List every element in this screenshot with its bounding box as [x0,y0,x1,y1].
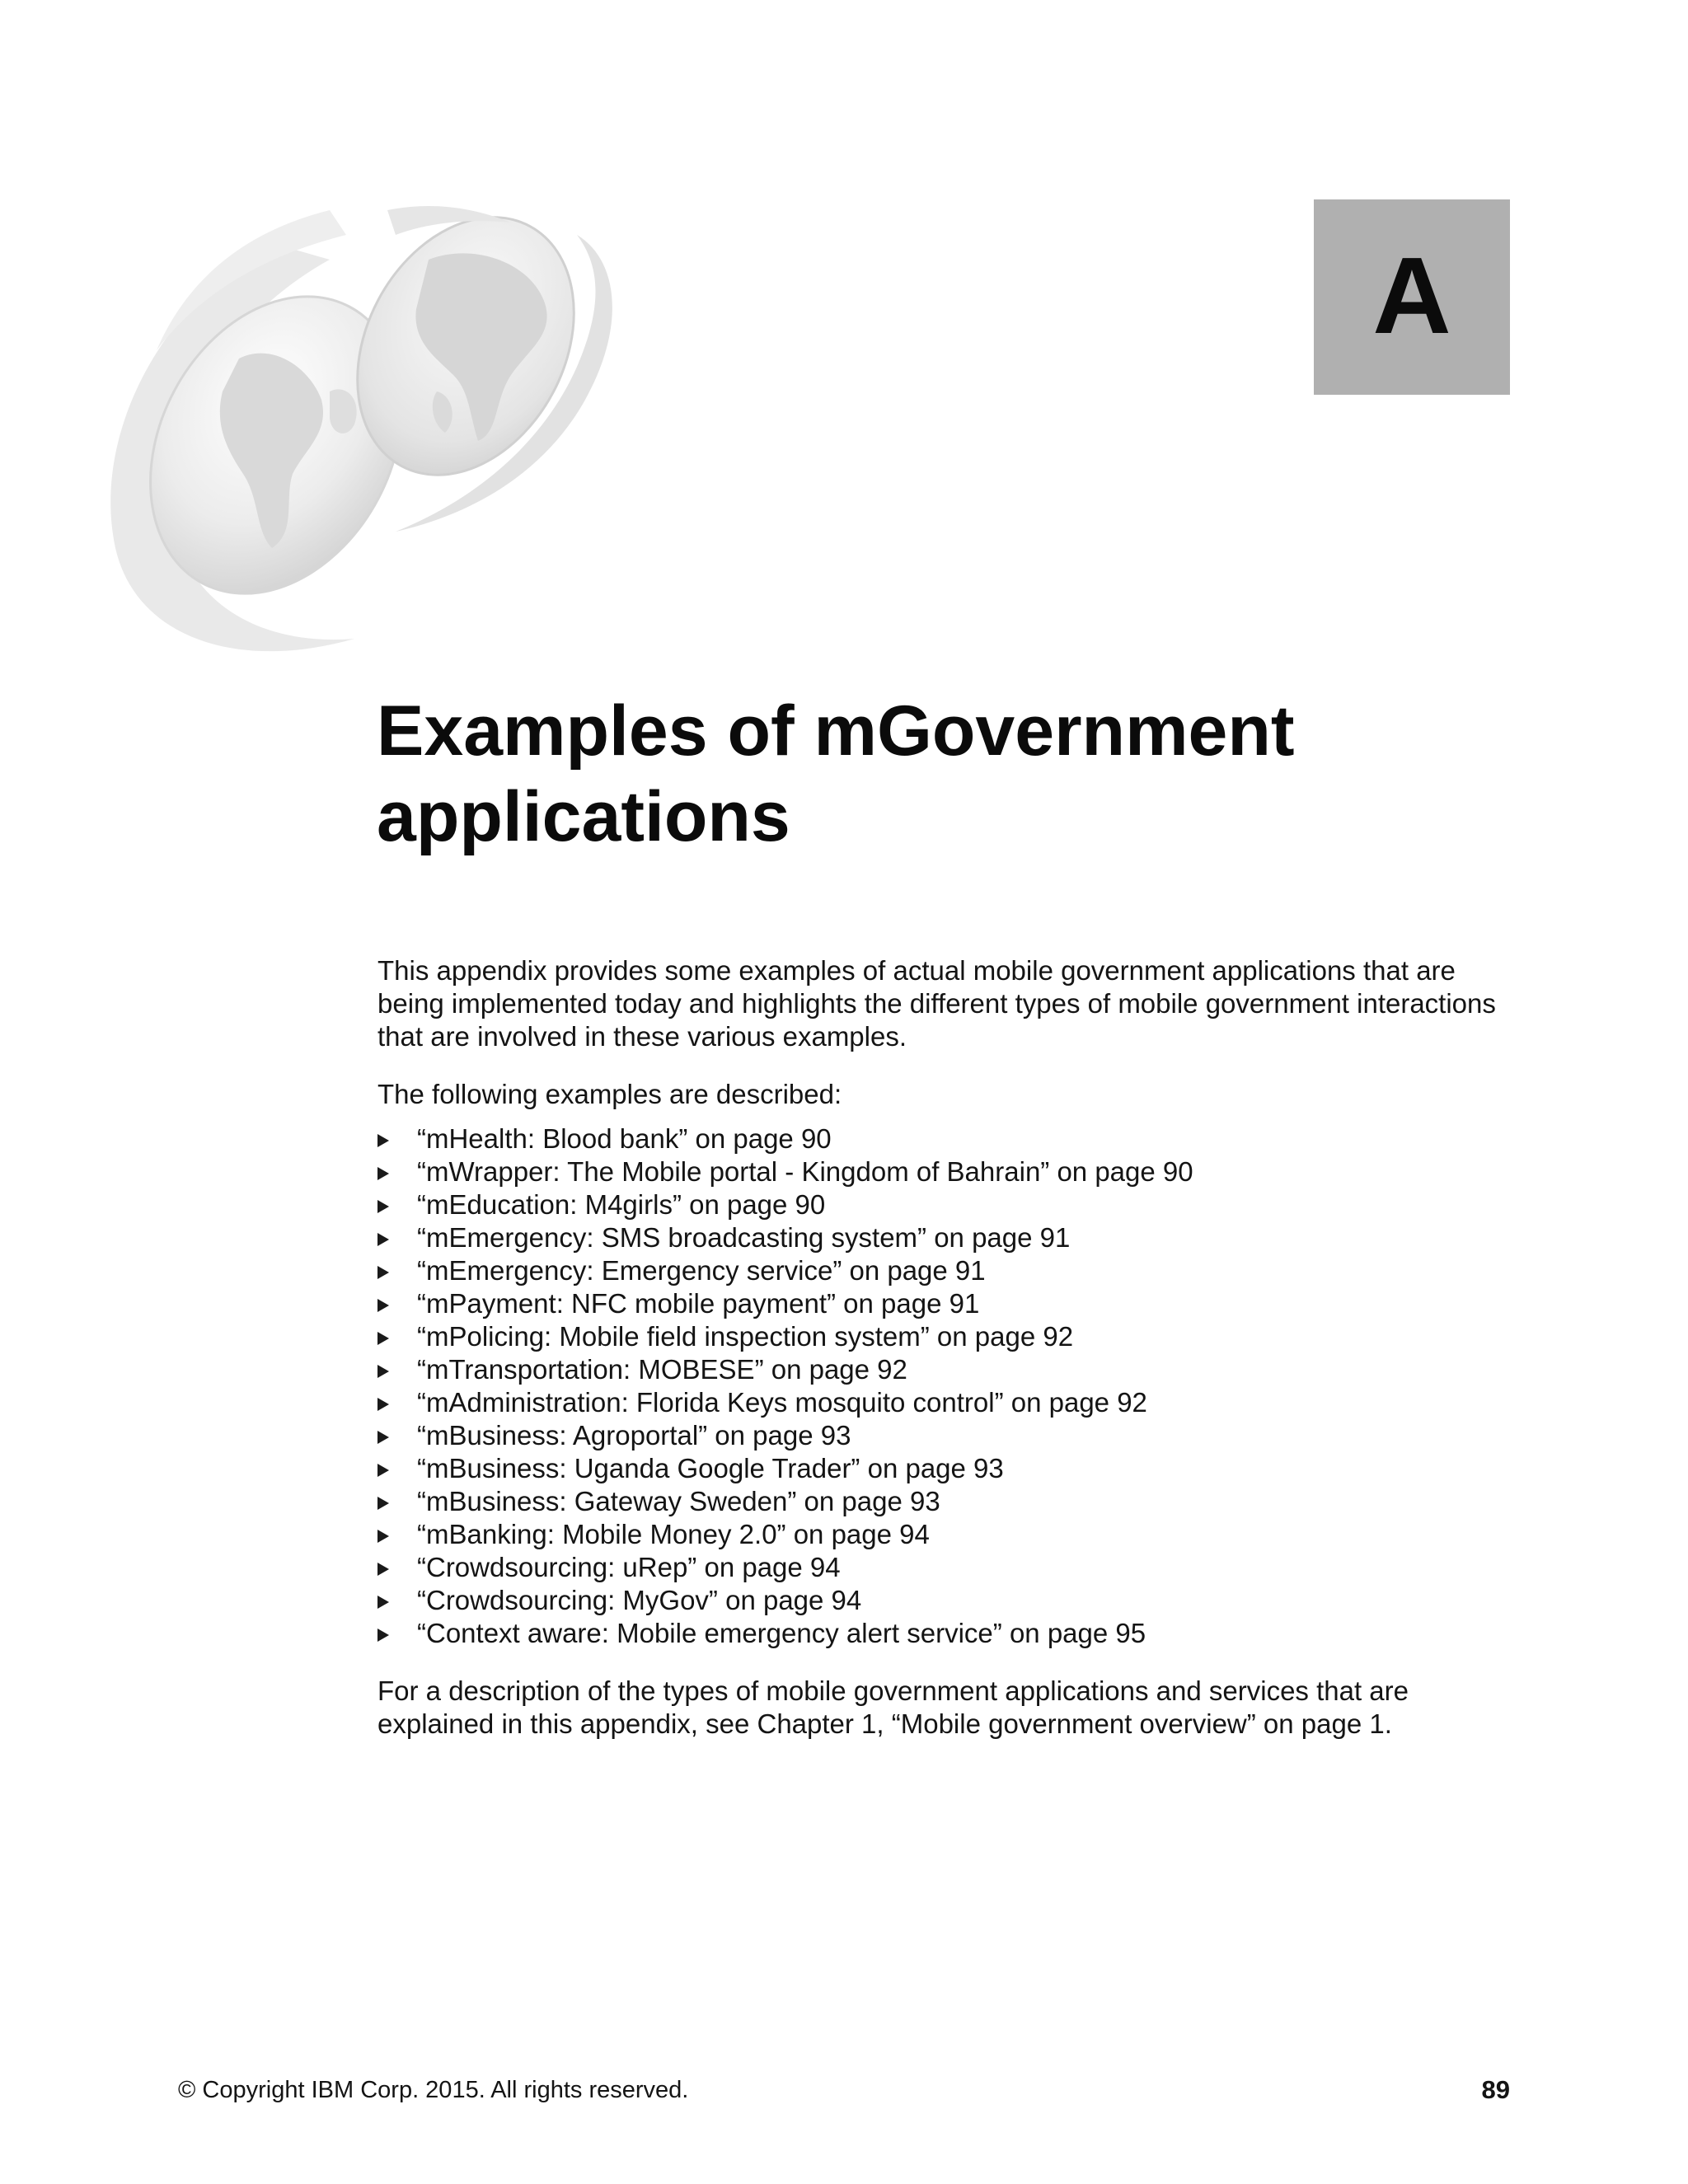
bullet-triangle-icon [377,1134,389,1147]
example-link[interactable]: “mBanking: Mobile Money 2.0” on page 94 [417,1519,930,1549]
bullet-triangle-icon [377,1233,389,1246]
example-link[interactable]: “mEmergency: SMS broadcasting system” on page 91 [417,1222,1071,1253]
list-item[interactable] [377,1386,1531,1419]
list-lead-text: The following examples are described: [377,1079,842,1109]
bullet-triangle-icon [377,1167,389,1180]
closing-line: For a description of the types of mobile government applications and services that are [377,1675,1409,1706]
example-link[interactable]: “mHealth: Blood bank” on page 90 [417,1123,832,1154]
examples-list [377,1122,1531,1650]
appendix-letter: A [1372,234,1451,356]
example-link[interactable]: “mWrapper: The Mobile portal - Kingdom of Bahrain” on page 90 [417,1156,1193,1187]
example-link[interactable]: “Crowdsourcing: MyGov” on page 94 [417,1585,862,1615]
example-link[interactable]: “mAdministration: Florida Keys mosquito control” on page 92 [417,1387,1147,1418]
bullet-triangle-icon [377,1398,389,1411]
list-item[interactable] [377,1452,1531,1485]
bullet-triangle-icon [377,1530,389,1543]
example-link[interactable]: “Crowdsourcing: uRep” on page 94 [417,1552,841,1582]
intro-paragraph [377,954,1531,1053]
appendix-label-box [1314,199,1510,395]
list-item[interactable] [377,1221,1531,1254]
example-link[interactable]: “mEducation: M4girls” on page 90 [417,1189,826,1220]
example-link[interactable]: “mPayment: NFC mobile payment” on page 91 [417,1288,980,1319]
list-item[interactable] [377,1551,1531,1584]
intro-line: This appendix provides some examples of actual mobile government applications that are [377,955,1456,986]
list-item[interactable] [377,1485,1531,1518]
list-item[interactable] [377,1287,1531,1320]
list-item[interactable] [377,1122,1531,1155]
bullet-triangle-icon [377,1464,389,1477]
bullet-triangle-icon [377,1497,389,1510]
list-item[interactable] [377,1617,1531,1650]
example-link[interactable]: “mTransportation: MOBESE” on page 92 [417,1354,907,1385]
list-item[interactable] [377,1518,1531,1551]
list-item[interactable] [377,1155,1531,1188]
closing-paragraph [377,1675,1531,1741]
intro-line: being implemented today and highlights the different types of mobile government interactions [377,988,1496,1019]
page-footer [178,2074,1510,2107]
example-link[interactable]: “mPolicing: Mobile field inspection system” on page 92 [417,1321,1074,1352]
list-item[interactable] [377,1419,1531,1452]
list-item[interactable] [377,1320,1531,1353]
example-link[interactable]: “mBusiness: Gateway Sweden” on page 93 [417,1486,940,1516]
bullet-triangle-icon [377,1431,389,1444]
example-link[interactable]: “mBusiness: Uganda Google Trader” on page 93 [417,1453,1004,1483]
example-link[interactable]: “mBusiness: Agroportal” on page 93 [417,1420,851,1451]
list-item[interactable] [377,1254,1531,1287]
title-line: Examples of mGovernment [377,691,1295,771]
list-item[interactable] [377,1353,1531,1386]
intro-line: that are involved in these various examples. [377,1021,907,1052]
bullet-triangle-icon [377,1596,389,1609]
example-link[interactable]: “Context aware: Mobile emergency alert service” on page 95 [417,1618,1146,1648]
page-number: 89 [1481,2075,1510,2104]
bullet-triangle-icon [377,1266,389,1279]
closing-line: explained in this appendix, see Chapter 1, “Mobile government overview” on page 1. [377,1708,1392,1739]
globe-logo-icon [82,185,676,680]
list-item[interactable] [377,1188,1531,1221]
bullet-triangle-icon [377,1563,389,1576]
bullet-triangle-icon [377,1365,389,1378]
bullet-triangle-icon [377,1629,389,1642]
title-line: applications [377,777,790,856]
list-item[interactable] [377,1584,1531,1617]
page-title [377,688,1531,860]
body-content [377,954,1531,1741]
copyright-text: © Copyright IBM Corp. 2015. All rights reserved. [178,2077,689,2103]
bullet-triangle-icon [377,1299,389,1312]
bullet-triangle-icon [377,1332,389,1345]
bullet-triangle-icon [377,1200,389,1213]
example-link[interactable]: “mEmergency: Emergency service” on page 91 [417,1255,986,1286]
